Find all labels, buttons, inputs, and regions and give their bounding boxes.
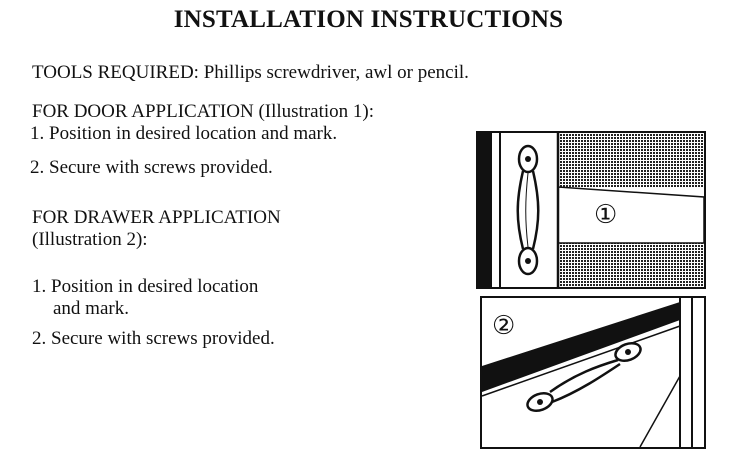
door-illustration	[476, 131, 706, 289]
drawer-step-1-continued: and mark.	[53, 298, 129, 319]
drawer-step-1: 1. Position in desired location	[32, 276, 259, 297]
illustration-1-label: ①	[594, 200, 618, 230]
door-step-2: 2. Secure with screws provided.	[30, 157, 273, 178]
page-title: INSTALLATION INSTRUCTIONS	[173, 6, 564, 33]
drawer-heading-line-1: FOR DRAWER APPLICATION	[32, 207, 281, 228]
drawer-heading-line-2: (Illustration 2):	[32, 229, 148, 250]
door-heading: FOR DOOR APPLICATION (Illustration 1):	[32, 101, 375, 122]
door-step-1: 1. Position in desired location and mark.	[30, 123, 338, 144]
drawer-illustration	[480, 296, 706, 449]
drawer-step-2: 2. Secure with screws provided.	[32, 328, 275, 349]
illustration-2-label: ②	[492, 311, 516, 341]
tools-required-text: TOOLS REQUIRED: Phillips screwdriver, awl or pencil.	[32, 62, 469, 83]
